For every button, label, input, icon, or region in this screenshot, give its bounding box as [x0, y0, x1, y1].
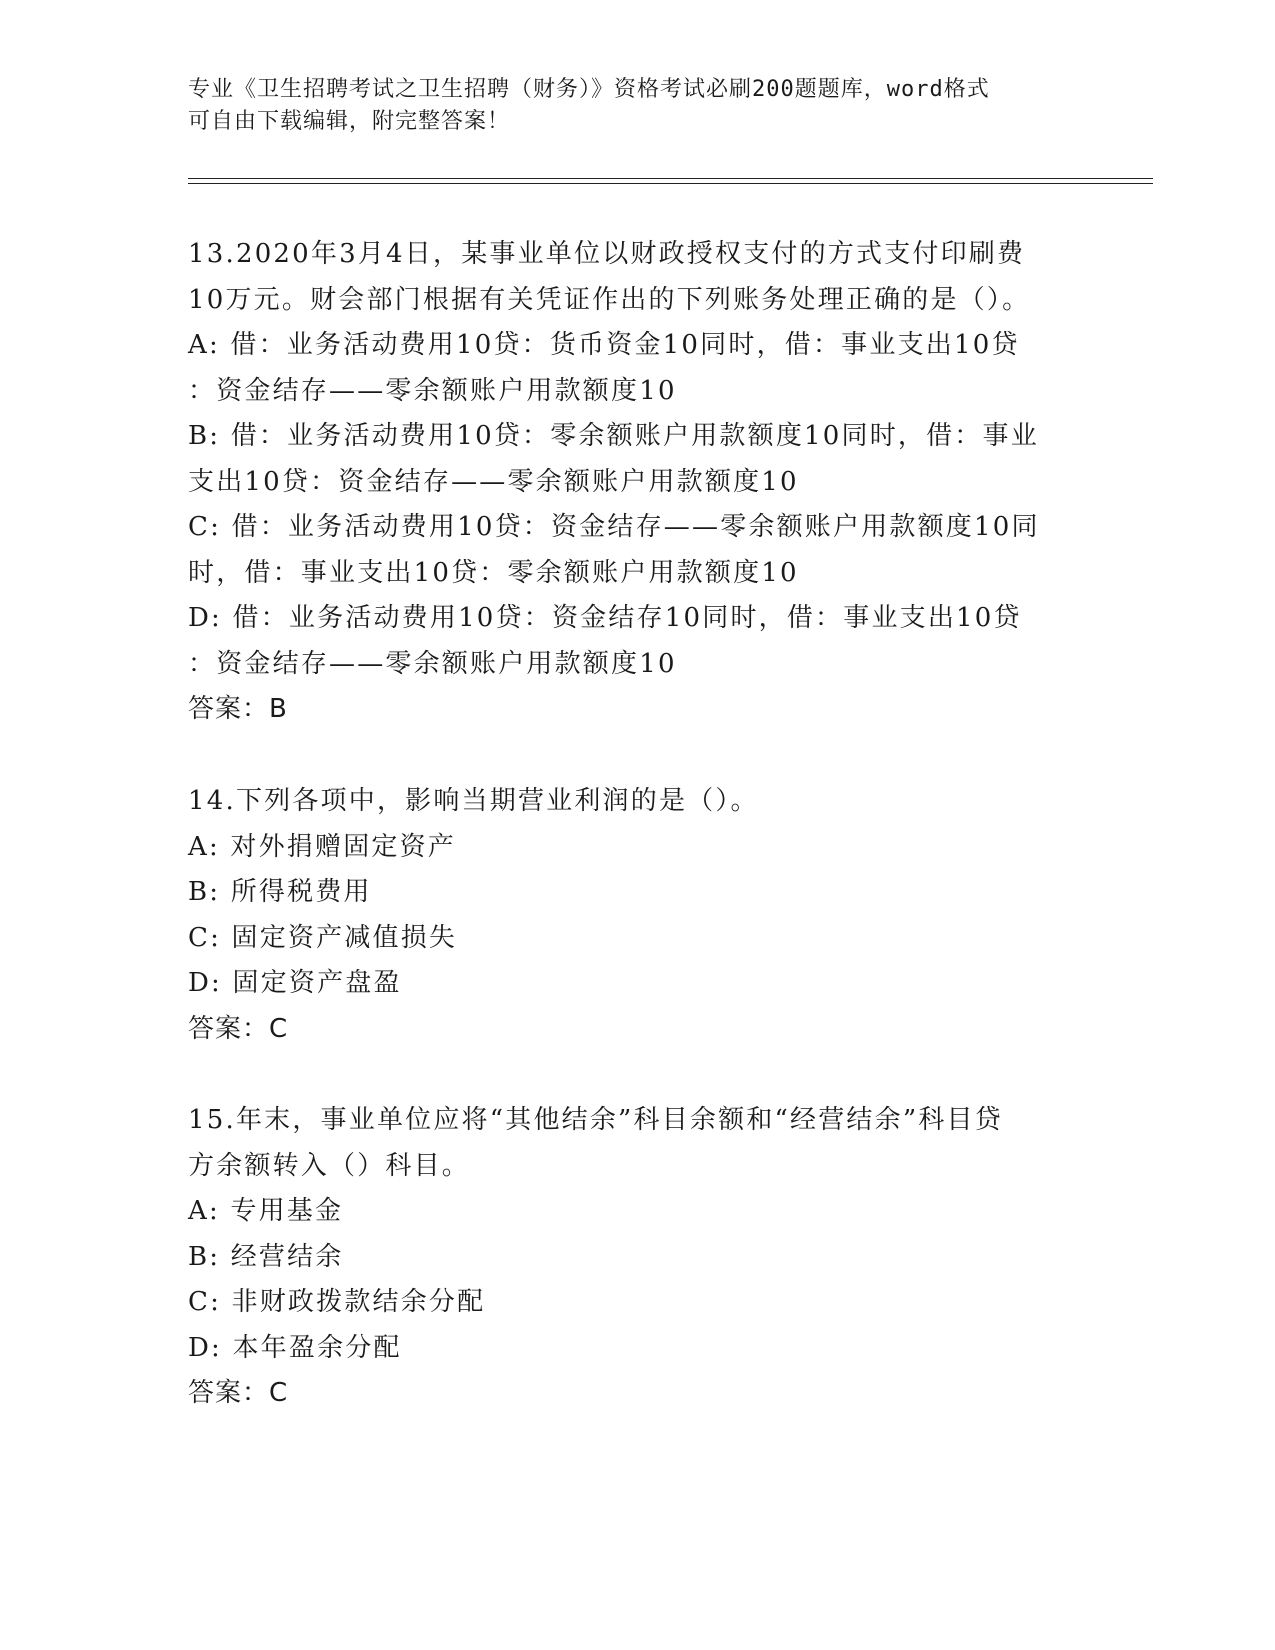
question-stem-line: 方余额转入（）科目。 [188, 1150, 471, 1181]
question-stem-line: 13.2020年3月4日，某事业单位以财政授权支付的方式支付印刷费 [188, 239, 1026, 269]
option-line: A: 专用基金 [188, 1196, 344, 1226]
document-header [188, 74, 1088, 138]
question-stem-line: 14.下列各项中，影响当期营业利润的是（）。 [188, 786, 759, 816]
header-divider-top [188, 178, 1153, 179]
question-stem-line: 15.年末，事业单位应将“其他结余”科目余额和“经营结余”科目贷 [188, 1105, 1003, 1135]
option-line: D: 固定资产盘盈 [188, 968, 402, 998]
answer-label: 答案：C [188, 1378, 289, 1408]
question-14 [188, 779, 1088, 1052]
option-line: B: 借：业务活动费用10贷：零余额账户用款额度10同时，借：事业 [188, 421, 1039, 451]
option-line: C: 固定资产减值损失 [188, 922, 458, 953]
option-line: C: 借：业务活动费用10贷：资金结存——零余额账户用款额度10同 [188, 512, 1040, 542]
option-line: B: 经营结余 [188, 1241, 344, 1272]
option-line: C: 非财政拨款结余分配 [188, 1287, 486, 1317]
option-line: D: 本年盈余分配 [188, 1332, 402, 1363]
answer-label: 答案：C [188, 1013, 289, 1044]
option-line: B: 所得税费用 [188, 877, 372, 907]
header-line: 专业《卫生招聘考试之卫生招聘（财务）》资格考试必刷200题题库，word格式 [188, 77, 990, 102]
question-stem-line: 10万元。财会部门根据有关凭证作出的下列账务处理正确的是（）。 [188, 284, 1031, 315]
question-13 [188, 232, 1088, 733]
question-15 [188, 1098, 1088, 1417]
header-line: 可自由下载编辑，附完整答案！ [188, 109, 511, 134]
option-line: 时，借：事业支出10贷：零余额账户用款额度10 [188, 557, 799, 588]
option-line: D: 借：业务活动费用10贷：资金结存10同时，借：事业支出10贷 [188, 603, 1022, 633]
answer-label: 答案：B [188, 694, 288, 724]
option-line: ：资金结存——零余额账户用款额度10 [188, 375, 677, 406]
option-line: 支出10贷：资金结存——零余额账户用款额度10 [188, 466, 799, 497]
option-line: A: 借：业务活动费用10贷：货币资金10同时，借：事业支出10贷 [188, 330, 1020, 360]
header-divider-bottom [188, 183, 1153, 184]
option-line: A: 对外捐赠固定资产 [188, 831, 457, 862]
option-line: ：资金结存——零余额账户用款额度10 [188, 648, 677, 679]
